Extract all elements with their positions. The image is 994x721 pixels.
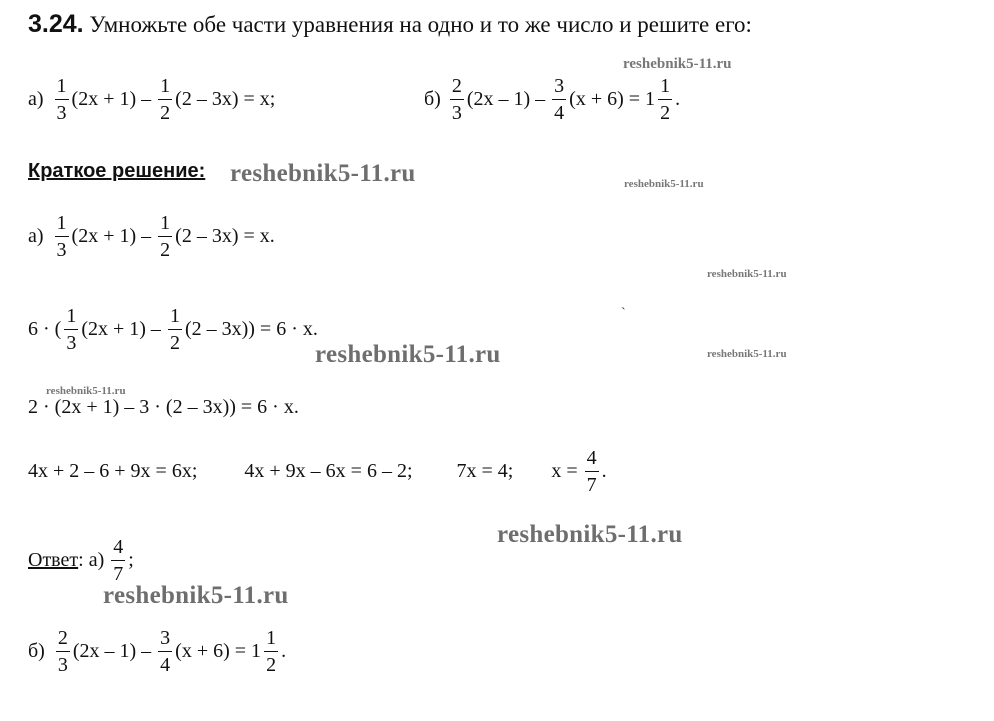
problem-a (28, 76, 275, 123)
stray-mark: ` (621, 306, 626, 321)
numerator: 1 (266, 627, 277, 649)
fraction (158, 628, 172, 675)
denominator: 4 (158, 651, 172, 675)
term: (2x – 1) – (72, 640, 152, 662)
multiply-step (28, 306, 318, 353)
fraction (56, 628, 70, 675)
watermark: reshebnik5-11.ru (707, 348, 787, 360)
fraction (264, 628, 278, 675)
watermark: reshebnik5-11.ru (230, 160, 416, 187)
term: x = (551, 460, 578, 482)
term: (2 – 3x) = x; (175, 88, 276, 110)
denominator: 2 (658, 99, 672, 123)
term: : а) (78, 549, 105, 571)
numerator: 1 (160, 75, 171, 97)
denominator: 7 (585, 471, 599, 495)
denominator: 4 (552, 99, 566, 123)
term: (2x + 1) – (71, 225, 152, 247)
watermark: reshebnik5-11.ru (707, 268, 787, 280)
fraction (552, 76, 566, 123)
fraction (450, 76, 464, 123)
fraction (658, 76, 672, 123)
solve-step (28, 448, 607, 495)
task-number: 3.24. (28, 10, 84, 38)
numerator: 4 (113, 536, 124, 558)
task-title (28, 10, 752, 39)
term: (2 – 3x)) = 6 · x. (184, 318, 318, 340)
fraction (158, 213, 172, 260)
fraction (158, 76, 172, 123)
denominator: 3 (450, 99, 464, 123)
problem-b-label: б) (424, 88, 441, 110)
term: . (281, 640, 287, 662)
term: ; (128, 549, 134, 571)
denominator: 2 (158, 236, 172, 260)
denominator: 3 (55, 236, 69, 260)
denominator: 3 (64, 329, 78, 353)
term: (x + 6) = 1 (569, 88, 656, 110)
solution-b-equation (28, 628, 286, 675)
term: 6 · ( (28, 318, 62, 340)
numerator: 1 (66, 305, 77, 327)
solution-a-label: а) (28, 225, 44, 247)
numerator: 3 (160, 627, 171, 649)
problem-a-label: а) (28, 88, 44, 110)
denominator: 2 (158, 99, 172, 123)
fraction (585, 448, 599, 495)
denominator: 3 (55, 99, 69, 123)
term: . (601, 460, 607, 482)
term: (2 – 3x) = x. (175, 225, 275, 247)
numerator: 1 (160, 212, 171, 234)
denominator: 2 (264, 651, 278, 675)
term: 2 · (2x + 1) – 3 · (2 – 3x)) = 6 · x. (28, 396, 299, 418)
denominator: 3 (56, 651, 70, 675)
task-text: Умножьте обе части уравнения на одно и то же число и решите его: (89, 12, 752, 37)
numerator: 1 (660, 75, 671, 97)
term: . (675, 88, 681, 110)
fraction (168, 306, 182, 353)
denominator: 2 (168, 329, 182, 353)
term: (x + 6) = 1 (175, 640, 262, 662)
watermark: reshebnik5-11.ru (315, 341, 501, 368)
term: 7x = 4; (456, 460, 514, 482)
fraction (55, 213, 69, 260)
numerator: 4 (586, 447, 597, 469)
watermark: reshebnik5-11.ru (46, 385, 126, 397)
numerator: 2 (57, 627, 68, 649)
solution-a-equation (28, 213, 275, 260)
numerator: 3 (554, 75, 565, 97)
answer-label: Ответ (28, 549, 79, 571)
solution-heading: Краткое решение: (28, 160, 206, 182)
numerator: 2 (451, 75, 462, 97)
watermark: reshebnik5-11.ru (497, 521, 683, 548)
problem-b (424, 76, 680, 123)
term: (2x – 1) – (466, 88, 546, 110)
denominator: 7 (111, 560, 125, 584)
term: 4x + 9x – 6x = 6 – 2; (244, 460, 413, 482)
watermark: reshebnik5-11.ru (623, 56, 732, 72)
numerator: 1 (56, 75, 67, 97)
expand-step (28, 396, 299, 419)
term: (2x + 1) – (81, 318, 161, 340)
term: (2x + 1) – (71, 88, 152, 110)
solution-b-label: б) (28, 640, 45, 662)
numerator: 1 (56, 212, 67, 234)
fraction (55, 76, 69, 123)
numerator: 1 (169, 305, 180, 327)
watermark: reshebnik5-11.ru (624, 178, 704, 190)
watermark: reshebnik5-11.ru (103, 582, 289, 609)
fraction (111, 537, 125, 584)
term: 4x + 2 – 6 + 9x = 6x; (28, 460, 198, 482)
answer-line (28, 537, 134, 584)
fraction (64, 306, 78, 353)
